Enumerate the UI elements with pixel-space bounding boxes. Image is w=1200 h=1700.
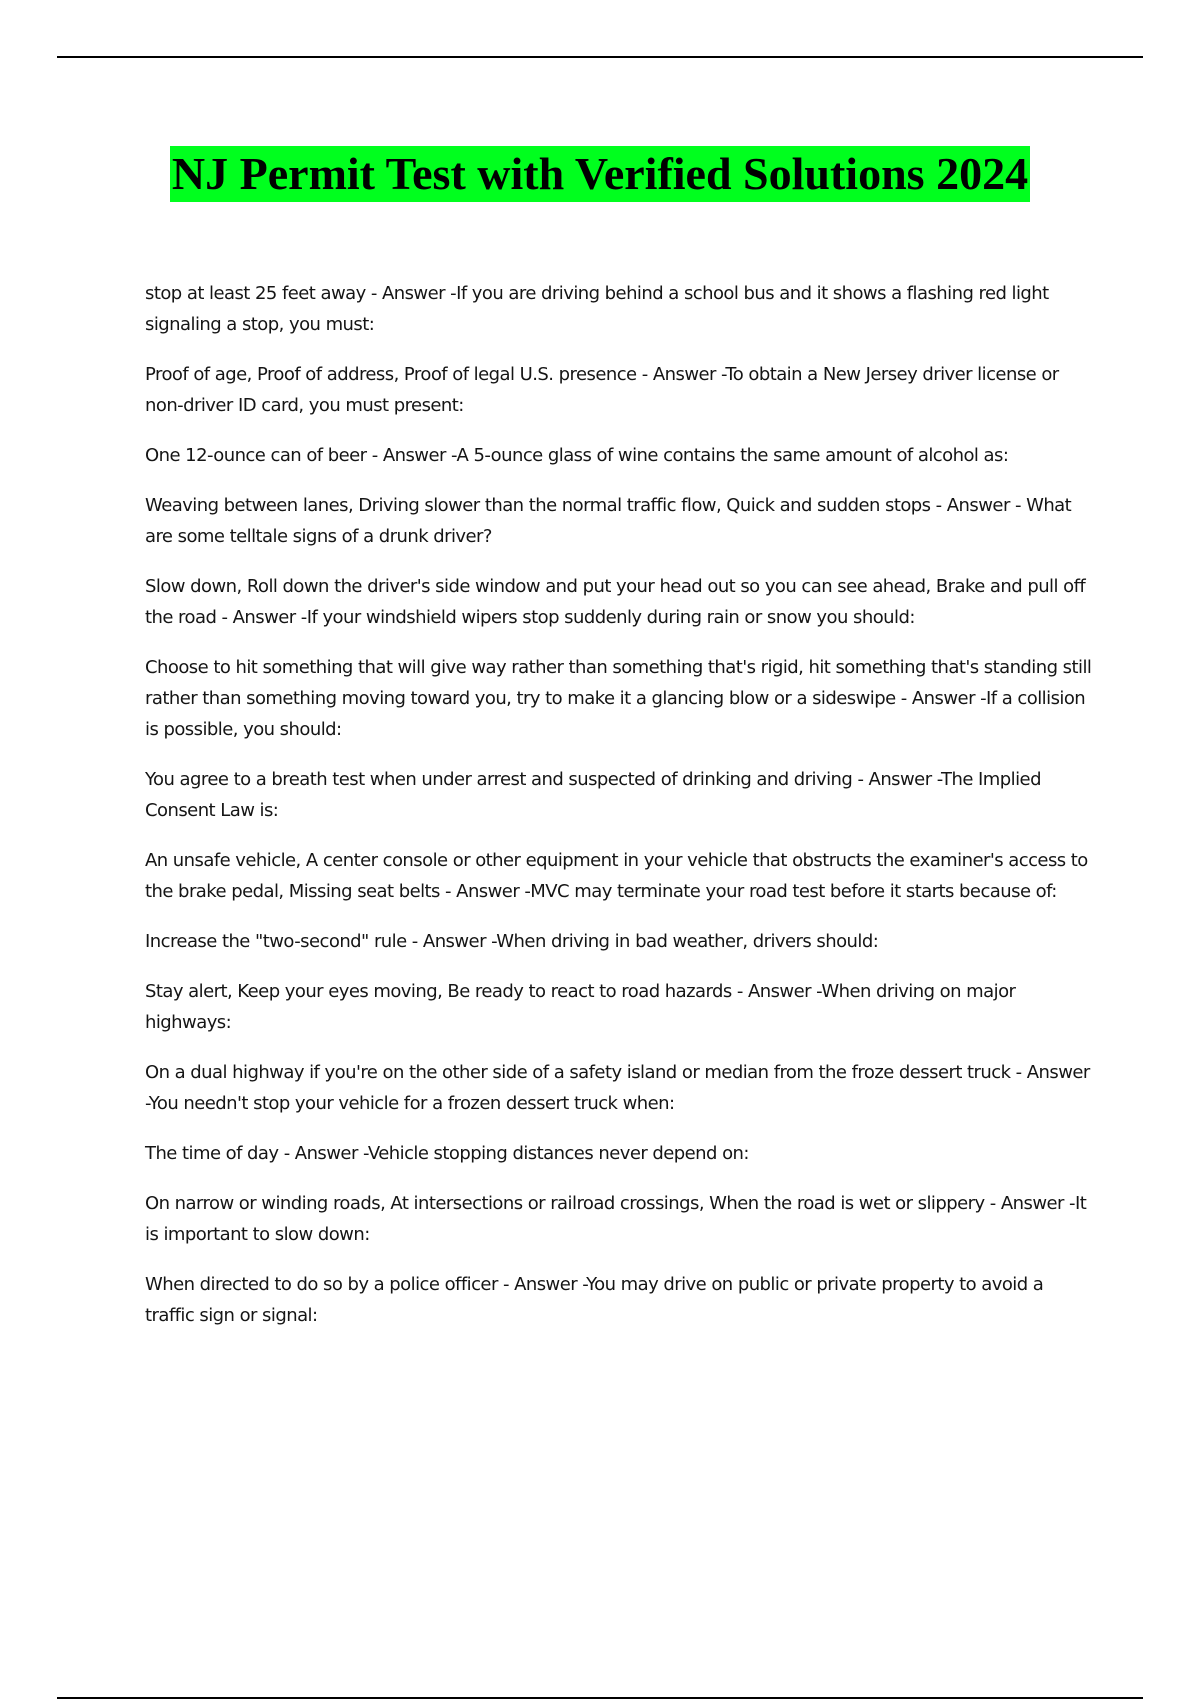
bottom-rule [57, 1697, 1143, 1699]
qa-entry: Slow down, Roll down the driver's side window and put your head out so you can see ahead, Brake and pull off the road - Answer -If your windshield wipers stop suddenly during rain or snow you should: [145, 576, 1086, 628]
qa-entry: When directed to do so by a police officer - Answer -You may drive on public or private property to avoid a traffic sign or signal: [145, 1274, 1044, 1326]
qa-entry: On a dual highway if you're on the other side of a safety island or median from the froze dessert truck - Answer -You needn't stop your vehicle for a frozen dessert truck when: [145, 1062, 1090, 1114]
document-title: NJ Permit Test with Verified Solutions 2024 [170, 146, 1030, 202]
qa-list [145, 278, 1095, 1350]
qa-entry: One 12-ounce can of beer - Answer -A 5-ounce glass of wine contains the same amount of alcohol as: [145, 445, 1009, 466]
qa-entry: Proof of age, Proof of address, Proof of legal U.S. presence - Answer -To obtain a New Jersey driver license or non-driver ID card, you must present: [145, 364, 1059, 416]
qa-entry: You agree to a breath test when under arrest and suspected of drinking and driving - Answer -The Implied Consent Law is: [145, 769, 1041, 821]
qa-entry: Stay alert, Keep your eyes moving, Be ready to react to road hazards - Answer -When driving on major highways: [145, 981, 1016, 1033]
top-rule [57, 56, 1143, 58]
qa-entry: On narrow or winding roads, At intersections or railroad crossings, When the road is wet or slippery - Answer -It is important to slow down: [145, 1193, 1087, 1245]
qa-entry: Choose to hit something that will give way rather than something that's rigid, hit something that's standing still rather than something moving toward you, try to make it a glancing blow or a sideswipe - Answer -If a collision is possible, you should: [145, 657, 1092, 740]
qa-entry: The time of day - Answer -Vehicle stopping distances never depend on: [145, 1143, 749, 1164]
qa-entry: stop at least 25 feet away - Answer -If you are driving behind a school bus and it shows a flashing red light signaling a stop, you must: [145, 283, 1049, 335]
title-container [0, 146, 1200, 202]
qa-entry: Weaving between lanes, Driving slower than the normal traffic flow, Quick and sudden stops - Answer - What are some telltale signs of a drunk driver? [145, 495, 1072, 547]
qa-entry: An unsafe vehicle, A center console or other equipment in your vehicle that obstructs the examiner's access to the brake pedal, Missing seat belts - Answer -MVC may terminate your road test before it starts because of: [145, 850, 1088, 902]
qa-entry: Increase the "two-second" rule - Answer -When driving in bad weather, drivers should: [145, 931, 879, 952]
